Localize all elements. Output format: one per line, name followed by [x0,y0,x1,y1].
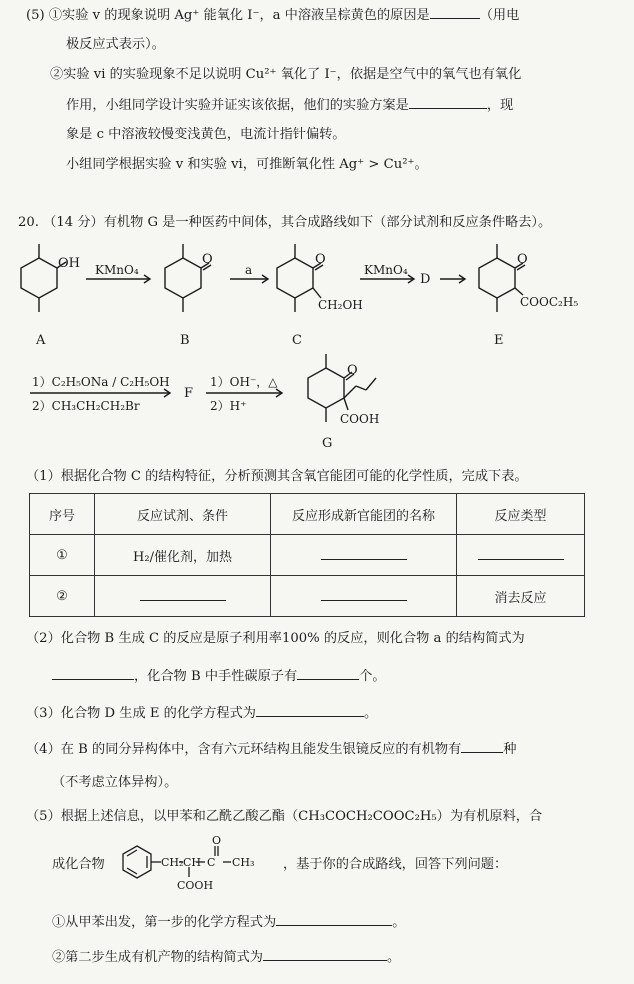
label-e: E [494,333,504,348]
target-compound [117,834,285,892]
ketone-o-b: O [202,252,213,267]
answer-blank[interactable] [409,96,487,109]
answer-blank[interactable] [276,913,392,926]
ketone-o-c: O [315,252,326,267]
table-row [30,576,585,617]
q20-part2: （2）化合物 B 生成 C 的反应是原子利用率100% 的反应，则化合物 a 的结构简式为 [26,631,525,646]
q20-part4: （4）在 B 的同分异构体中，含有六元环结构且能发生银镜反应的有机物有 种 [26,742,517,757]
q5-line1: (5) ①实验 v 的现象说明 Ag⁺ 能氧化 I⁻，a 中溶液呈棕黄色的原因是 （用电 [26,8,520,23]
q20-part1: （1）根据化合物 C 的结构特征，分析预测其含氧官能团可能的化学性质，完成下表。 [26,469,528,484]
table-cell: ① [30,535,95,576]
compound-g-ring [308,368,344,408]
compound-c-ring [277,258,313,298]
table-cell: H₂/催化剂，加热 [95,535,271,576]
o-label: O [212,834,222,847]
label-f: F [184,386,194,401]
q20-part2b: ，化合物 B 中手性碳原子有 个。 [52,667,386,686]
q20-part3: （3）化合物 D 生成 E 的化学方程式为 。 [26,706,378,721]
answer-blank[interactable] [430,6,480,19]
label-c: C [292,333,302,348]
ketone-o-e: O [517,252,528,267]
cooh-label: COOH [177,879,214,892]
answer-blank[interactable] [461,740,503,753]
q5-line5: 象是 c 中溶液较慢变浅黄色，电流计指针偏转。 [66,127,346,142]
answer-blank[interactable] [297,667,359,680]
answer-blank[interactable] [140,588,226,601]
step-reagent-1b: 2）CH₃CH₂CH₂Br [32,399,140,413]
compound-a-ring [21,258,57,298]
step-reagent-2a: 1）OH⁻，△ [210,375,278,389]
label-a: A [36,333,46,348]
reagent-kmno4-2: KMnO₄ [364,263,408,277]
q5-line2: 极反应式表示）。 [66,37,165,52]
answer-blank[interactable] [321,588,407,601]
q5-line6: 小组同学根据实验 v 和实验 vi，可推断氧化性 Ag⁺ > Cu²⁺。 [66,157,428,172]
q20-part5d: ②第二步生成有机产物的结构简式为 。 [52,950,401,965]
table-cell: ② [30,576,95,617]
step-reagent-2b: 2）H⁺ [210,399,247,413]
cooh-label-g: COOH [340,412,380,426]
answer-blank[interactable] [256,704,364,717]
q20-part5a: 成化合物 [52,857,105,872]
ch2-label: CH₂ [161,856,184,869]
reagent-kmno4-1: KMnO₄ [95,263,139,277]
ch-label: CH [183,856,202,869]
answer-blank[interactable] [321,547,407,560]
ch2oh-label: CH₂OH [318,298,363,312]
compound-b-ring [165,258,201,298]
ketone-o-g: O [347,363,358,378]
table-cell[interactable] [95,576,271,617]
answer-table [29,493,585,617]
table-header: 序号 [30,494,95,535]
table-header: 反应类型 [457,494,585,535]
table-header: 反应试剂、条件 [95,494,271,535]
cooet-label: COOC₂H₅ [520,295,579,309]
q20-part5b: ，基于你的合成路线，回答下列问题： [283,857,508,872]
q5-line4: 作用，小组同学设计实验并证实该依据，他们的实验方案是 ，现 [66,98,514,113]
label-g: G [322,436,333,451]
table-cell: 消去反应 [457,576,585,617]
q20-part5c: ①从甲苯出发，第一步的化学方程式为 。 [52,915,406,930]
compound-e-ring [479,258,515,298]
table-cell[interactable] [271,576,457,617]
table-header: 反应形成新官能团的名称 [271,494,457,535]
answer-blank[interactable] [263,948,387,961]
q20-part4c: （不考虑立体异构）。 [52,775,178,790]
step-reagent-1a: 1）C₂H₅ONa / C₂H₅OH [32,375,170,389]
answer-blank[interactable] [478,547,564,560]
reagent-a: a [245,263,253,277]
table-cell[interactable] [457,535,585,576]
q5-line3: ②实验 vi 的实验现象不足以说明 Cu²⁺ 氧化了 I⁻，依据是空气中的氧气也有氧化 [50,67,522,82]
label-d: D [420,272,431,287]
answer-blank[interactable] [52,667,134,680]
table-cell[interactable] [271,535,457,576]
ch3-label: CH₃ [232,856,255,869]
table-header-row [30,494,585,535]
label-b: B [180,333,190,348]
q20-intro: 20. （14 分）有机物 G 是一种医药中间体，其合成路线如下（部分试剂和反应条件略去）。 [18,215,552,230]
table-row [30,535,585,576]
hydroxyl-label: OH [58,256,80,271]
synthesis-scheme [0,236,634,466]
q20-part5: （5）根据上述信息，以甲苯和乙酰乙酸乙酯（CH₃COCH₂COOC₂H₅）为有机原料，合 [26,809,543,824]
c-label: C [207,856,216,869]
